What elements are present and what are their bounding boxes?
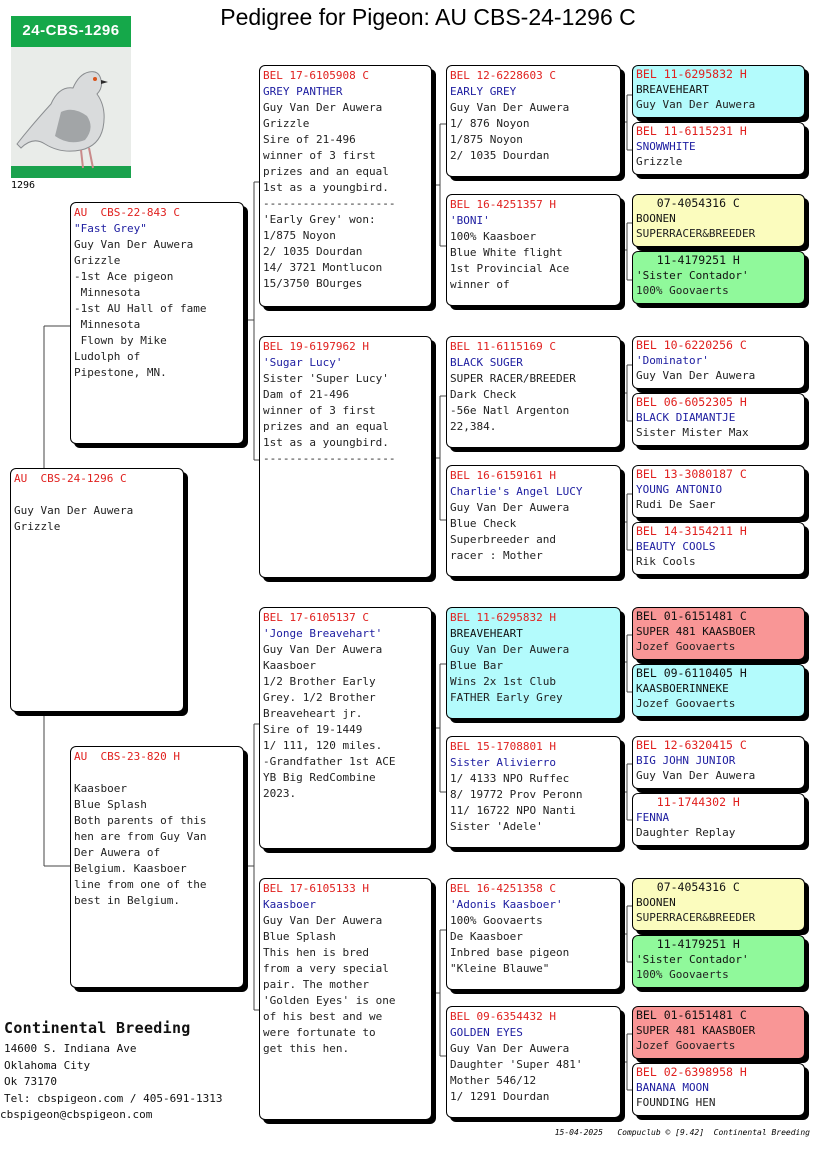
- ggp-line: winner of: [450, 278, 510, 291]
- grandparent-card[interactable]: [259, 65, 432, 307]
- photo-label: 24-CBS-1296: [22, 22, 120, 39]
- gggp-ring: 11-1744302 H: [636, 795, 740, 809]
- ggp-ring: BEL 16-6159161 H: [450, 469, 556, 482]
- ggp-line: FATHER Early Grey: [450, 691, 563, 704]
- ggp-line: racer : Mother: [450, 549, 543, 562]
- gp-line: 'Early Grey' won:: [263, 213, 376, 226]
- sire-line: Minnesota: [74, 286, 141, 299]
- gggp-name: BEAUTY COOLS: [636, 540, 716, 553]
- gggp-ring: BEL 09-6110405 H: [636, 666, 747, 680]
- gp-line: Breaveheart jr.: [263, 707, 363, 720]
- gggp-name: YOUNG ANTONIO: [636, 483, 723, 496]
- gggp-name: 'Dominator': [636, 354, 709, 367]
- gg-grandparent-card[interactable]: [632, 522, 805, 575]
- breeder-info: [0, 1018, 223, 1124]
- gp-ring: BEL 17-6105137 C: [263, 611, 369, 624]
- breeder-phone: Tel: cbspigeon.com / 405-691-1313: [4, 1091, 223, 1105]
- gggp-ring: 07-4054316 C: [636, 880, 740, 894]
- gggp-ring: BEL 01-6151481 C: [636, 1008, 747, 1022]
- gp-line: from a very special: [263, 962, 389, 975]
- gggp-ring: BEL 11-6295832 H: [636, 67, 747, 81]
- subject-ring: AU CBS-24-1296 C: [14, 472, 127, 485]
- ggp-ring: BEL 11-6115169 C: [450, 340, 556, 353]
- ggp-line: 1/ 876 Noyon: [450, 117, 530, 130]
- grandparent-card[interactable]: [259, 878, 432, 1120]
- ggp-name: BREAVEHEART: [450, 627, 523, 640]
- gp-line: -Grandfather 1st ACE: [263, 755, 396, 768]
- ggp-name: Charlie's Angel LUCY: [450, 485, 583, 498]
- ggp-ring: BEL 16-4251357 H: [450, 198, 556, 211]
- sire-card[interactable]: [70, 202, 244, 444]
- gggp-line: Guy Van Der Auwera: [636, 769, 756, 782]
- gggp-line: Jozef Goovaerts: [636, 697, 736, 710]
- gg-grandparent-card[interactable]: [632, 465, 805, 518]
- gggp-line: Rudi De Saer: [636, 498, 716, 511]
- gp-ring: BEL 17-6105908 C: [263, 69, 369, 82]
- gg-grandparent-card[interactable]: [632, 664, 805, 717]
- ggp-line: 1st Provincial Ace: [450, 262, 570, 275]
- great-grandparent-card[interactable]: [446, 194, 621, 306]
- dam-line: Kaasboer: [74, 782, 127, 795]
- gp-line: 2023.: [263, 787, 297, 800]
- gp-ring: BEL 19-6197962 H: [263, 340, 369, 353]
- gggp-line: Jozef Goovaerts: [636, 640, 736, 653]
- gg-grandparent-card[interactable]: [632, 793, 805, 846]
- gggp-name: BOONEN: [636, 896, 676, 909]
- ggp-line: 8/ 19772 Prov Peronn: [450, 788, 583, 801]
- ggp-line: Guy Van Der Auwera: [450, 101, 570, 114]
- gggp-ring: BEL 10-6220256 C: [636, 338, 747, 352]
- ggp-line: Guy Van Der Auwera: [450, 1042, 570, 1055]
- gggp-name: 'Sister Contador': [636, 269, 749, 282]
- grandparent-card[interactable]: [259, 336, 432, 578]
- gggp-line: SUPERRACER&BREEDER: [636, 227, 756, 240]
- ggp-line: 100% Kaasboer: [450, 230, 537, 243]
- breeder-address: 14600 S. Indiana Ave: [4, 1042, 137, 1055]
- ggp-line: Dark Check: [450, 388, 517, 401]
- sire-name: "Fast Grey": [74, 222, 147, 235]
- dam-line: Blue Splash: [74, 798, 147, 811]
- sire-line: Minnesota: [74, 318, 141, 331]
- gg-grandparent-card[interactable]: [632, 336, 805, 389]
- dam-line: Both parents of this: [74, 814, 207, 827]
- gp-line: pair. The mother: [263, 978, 369, 991]
- gp-line: This hen is bred: [263, 946, 369, 959]
- breeder-state: Ok 73170: [4, 1075, 57, 1088]
- great-grandparent-card[interactable]: [446, 607, 621, 719]
- gggp-ring: BEL 01-6151481 C: [636, 609, 747, 623]
- gggp-line: Sister Mister Max: [636, 426, 749, 439]
- gp-line: winner of 3 first: [263, 404, 376, 417]
- page-title: Pedigree for Pigeon: AU CBS-24-1296 C: [220, 4, 636, 30]
- gggp-name: SUPER 481 KAASBOER: [636, 625, 756, 638]
- ggp-line: Blue Bar: [450, 659, 503, 672]
- gggp-ring: 11-4179251 H: [636, 937, 740, 951]
- ggp-line: Mother 546/12: [450, 1074, 537, 1087]
- ggp-line: Daughter 'Super 481': [450, 1058, 583, 1071]
- gg-grandparent-card[interactable]: [632, 1006, 805, 1059]
- gggp-ring: 07-4054316 C: [636, 196, 740, 210]
- gggp-name: SUPER 481 KAASBOER: [636, 1024, 756, 1037]
- ggp-line: Wins 2x 1st Club: [450, 675, 556, 688]
- gp-name: 'Sugar Lucy': [263, 356, 343, 369]
- gggp-line: Guy Van Der Auwera: [636, 369, 756, 382]
- ggp-line: Guy Van Der Auwera: [450, 501, 570, 514]
- sire-line: Ludolph of: [74, 350, 141, 363]
- sire-line: Grizzle: [74, 254, 121, 267]
- photo-caption: 1296: [11, 180, 36, 191]
- gg-grandparent-card[interactable]: [632, 607, 805, 660]
- sire-line: -1st AU Hall of fame: [74, 302, 207, 315]
- ggp-line: Inbred base pigeon: [450, 946, 570, 959]
- ggp-line: 2/ 1035 Dourdan: [450, 149, 550, 162]
- gggp-line: Rik Cools: [636, 555, 696, 568]
- sire-ring: AU CBS-22-843 C: [74, 206, 180, 219]
- gp-line: Sister 'Super Lucy': [263, 372, 389, 385]
- breeder-city: Oklahoma City: [4, 1058, 91, 1072]
- gp-line: Kaasboer: [263, 659, 316, 672]
- subject-line: Guy Van Der Auwera: [14, 504, 134, 517]
- gggp-name: SNOWWHITE: [636, 140, 696, 153]
- breeder-email[interactable]: cbspigeon@cbspigeon.com: [0, 1108, 153, 1121]
- dam-ring: AU CBS-23-820 H: [74, 750, 180, 763]
- ggp-line: Sister 'Adele': [450, 820, 543, 833]
- gp-line: Guy Van Der Auwera: [263, 101, 383, 114]
- gp-line: Blue Splash: [263, 930, 336, 943]
- gggp-line: 100% Goovaerts: [636, 284, 729, 297]
- gp-line: 1/ 111, 120 miles.: [263, 739, 383, 752]
- great-grandparent-card[interactable]: [446, 878, 621, 990]
- gp-line: 14/ 3721 Montlucon: [263, 261, 383, 274]
- gggp-line: 100% Goovaerts: [636, 968, 729, 981]
- ggp-name: EARLY GREY: [450, 85, 517, 98]
- dam-card[interactable]: [70, 746, 244, 988]
- gp-line: 'Golden Eyes' is one: [263, 994, 396, 1007]
- gggp-ring: 11-4179251 H: [636, 253, 740, 267]
- gp-line: Guy Van Der Auwera: [263, 643, 383, 656]
- sire-line: Guy Van Der Auwera: [74, 238, 194, 251]
- ggp-line: 1/ 1291 Dourdan: [450, 1090, 550, 1103]
- gggp-name: BREAVEHEART: [636, 83, 709, 96]
- gg-grandparent-card[interactable]: [632, 736, 805, 789]
- sire-line: Pipestone, MN.: [74, 366, 167, 379]
- gp-line: prizes and an equal: [263, 165, 389, 178]
- gggp-name: BIG JOHN JUNIOR: [636, 754, 736, 767]
- subject-line: Grizzle: [14, 520, 61, 533]
- ggp-name: 'BONI': [450, 214, 490, 227]
- footer-note: 15-04-2025 Compuclub © [9.42] Continental Breeding: [554, 1128, 810, 1137]
- gggp-line: Jozef Goovaerts: [636, 1039, 736, 1052]
- gp-name: GREY PANTHER: [263, 85, 343, 98]
- dam-line: line from one of the: [74, 878, 207, 891]
- gggp-name: 'Sister Contador': [636, 953, 749, 966]
- subject-card[interactable]: [10, 468, 184, 712]
- dam-line: hen are from Guy Van: [74, 830, 207, 843]
- gggp-line: Guy Van Der Auwera: [636, 98, 756, 111]
- great-grandparent-card[interactable]: [446, 465, 621, 577]
- ggp-line: "Kleine Blauwe": [450, 962, 550, 975]
- gggp-ring: BEL 13-3080187 C: [636, 467, 747, 481]
- ggp-ring: BEL 16-4251358 C: [450, 882, 556, 895]
- great-grandparent-card[interactable]: [446, 65, 621, 177]
- grandparent-card[interactable]: [259, 607, 432, 849]
- ggp-ring: BEL 11-6295832 H: [450, 611, 556, 624]
- gp-line: get this hen.: [263, 1042, 350, 1055]
- ggp-line: 100% Goovaerts: [450, 914, 543, 927]
- breeder-name: Continental Breeding: [4, 1019, 191, 1037]
- gggp-line: Daughter Replay: [636, 826, 736, 839]
- gg-grandparent-card[interactable]: [632, 122, 805, 175]
- gggp-ring: BEL 02-6398958 H: [636, 1065, 747, 1079]
- gp-line: 15/3750 BOurges: [263, 277, 363, 290]
- gg-grandparent-card[interactable]: [632, 935, 805, 988]
- great-grandparent-card[interactable]: [446, 736, 621, 848]
- ggp-line: SUPER RACER/BREEDER: [450, 372, 576, 385]
- gp-line: 2/ 1035 Dourdan: [263, 245, 363, 258]
- gp-line: Sire of 21-496: [263, 133, 356, 146]
- gp-line: YB Big RedCombine: [263, 771, 376, 784]
- gp-line: --------------------: [263, 197, 396, 210]
- ggp-ring: BEL 09-6354432 H: [450, 1010, 556, 1023]
- gp-line: 1st as a youngbird.: [263, 436, 389, 449]
- gggp-name: BLACK DIAMANTJE: [636, 411, 736, 424]
- gggp-name: KAASBOERINNEKE: [636, 682, 729, 695]
- ggp-ring: BEL 12-6228603 C: [450, 69, 556, 82]
- gp-name: Kaasboer: [263, 898, 316, 911]
- sire-line: -1st Ace pigeon: [74, 270, 174, 283]
- gp-line: 1/2 Brother Early: [263, 675, 376, 688]
- gp-line: Sire of 19-1449: [263, 723, 363, 736]
- gg-grandparent-card[interactable]: [632, 878, 805, 931]
- gp-name: 'Jonge Breavehart': [263, 627, 383, 640]
- dam-line: Der Auwera of: [74, 846, 161, 859]
- gp-line: were fortunate to: [263, 1026, 376, 1039]
- ggp-line: 11/ 16722 NPO Nanti: [450, 804, 576, 817]
- gggp-ring: BEL 06-6052305 H: [636, 395, 747, 409]
- gg-grandparent-card[interactable]: [632, 251, 805, 304]
- gp-line: of his best and we: [263, 1010, 383, 1023]
- dam-name: [74, 765, 240, 781]
- ggp-ring: BEL 15-1708801 H: [450, 740, 556, 753]
- gggp-name: BANANA MOON: [636, 1081, 709, 1094]
- ggp-name: Sister Alivierro: [450, 756, 556, 769]
- gp-line: --------------------: [263, 452, 396, 465]
- dam-line: best in Belgium.: [74, 894, 180, 907]
- gggp-line: FOUNDING HEN: [636, 1096, 716, 1109]
- gp-line: Guy Van Der Auwera: [263, 914, 383, 927]
- great-grandparent-card[interactable]: [446, 336, 621, 448]
- gp-line: 1st as a youngbird.: [263, 181, 389, 194]
- ggp-line: -56e Natl Argenton: [450, 404, 570, 417]
- great-grandparent-card[interactable]: [446, 1006, 621, 1118]
- gggp-name: FENNA: [636, 811, 670, 824]
- ggp-name: 'Adonis Kaasboer': [450, 898, 563, 911]
- ggp-line: 22,384.: [450, 420, 497, 433]
- ggp-name: BLACK SUGER: [450, 356, 523, 369]
- gp-line: Grey. 1/2 Brother: [263, 691, 376, 704]
- gp-line: winner of 3 first: [263, 149, 376, 162]
- gg-grandparent-card[interactable]: [632, 194, 805, 247]
- gp-line: Dam of 21-496: [263, 388, 350, 401]
- ggp-name: GOLDEN EYES: [450, 1026, 523, 1039]
- gg-grandparent-card[interactable]: [632, 65, 805, 118]
- gg-grandparent-card[interactable]: [632, 1063, 805, 1116]
- gp-line: 1/875 Noyon: [263, 229, 336, 242]
- subject-line: [14, 487, 180, 503]
- ggp-line: Blue Check: [450, 517, 517, 530]
- gg-grandparent-card[interactable]: [632, 393, 805, 446]
- ggp-line: Guy Van Der Auwera: [450, 643, 570, 656]
- ggp-line: 1/ 4133 NPO Ruffec: [450, 772, 570, 785]
- gp-ring: BEL 17-6105133 H: [263, 882, 369, 895]
- dam-line: Belgium. Kaasboer: [74, 862, 187, 875]
- gp-line: Grizzle: [263, 117, 310, 130]
- ggp-line: Blue White flight: [450, 246, 563, 259]
- sire-line: Flown by Mike: [74, 334, 167, 347]
- gggp-ring: BEL 11-6115231 H: [636, 124, 747, 138]
- ggp-line: 1/875 Noyon: [450, 133, 523, 146]
- gggp-ring: BEL 12-6320415 C: [636, 738, 747, 752]
- gggp-line: Grizzle: [636, 155, 683, 168]
- ggp-line: Superbreeder and: [450, 533, 556, 546]
- gp-line: prizes and an equal: [263, 420, 389, 433]
- gggp-ring: BEL 14-3154211 H: [636, 524, 747, 538]
- ggp-line: De Kaasboer: [450, 930, 523, 943]
- gggp-name: BOONEN: [636, 212, 676, 225]
- gggp-line: SUPERRACER&BREEDER: [636, 911, 756, 924]
